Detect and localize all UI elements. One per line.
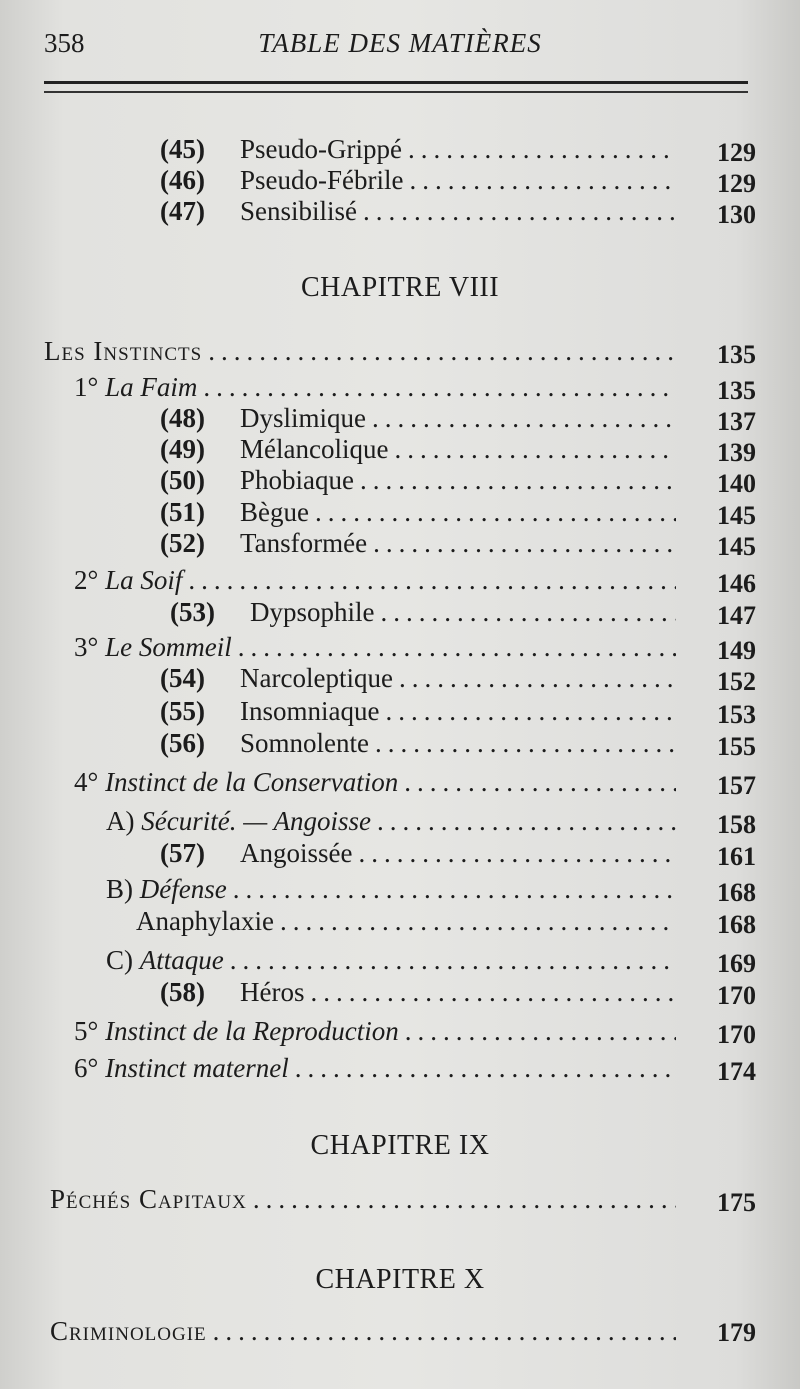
entry-prefix: 4° [74,767,99,797]
entry-page: 169 [717,949,756,978]
entry-page: 135 [717,376,756,405]
entry-label: Angoissée [240,838,353,868]
entry-page: 174 [717,1057,756,1086]
entry-label: Phobiaque [240,465,354,495]
entry-prefix: 2° [74,565,99,595]
entry-number: (56) [160,728,205,758]
entry-page: 149 [717,636,756,665]
toc-subsection [74,767,682,799]
entry-page: 170 [717,981,756,1010]
toc-entry [160,465,682,497]
toc-entry [160,696,682,728]
toc-entry [170,597,682,629]
toc-entry [160,528,682,560]
entry-page: 179 [717,1318,756,1347]
toc-entry [160,403,682,435]
entry-label: Anaphylaxie [136,906,274,936]
entry-label: Dypsophile [250,597,375,627]
section-label: Criminologie [50,1316,207,1346]
entry-label: Narcoleptique [240,663,393,693]
toc-entry [160,196,682,228]
chapter-heading: CHAPITRE IX [310,1130,490,1161]
entry-number: (58) [160,977,205,1007]
entry-page: 157 [717,771,756,800]
entry-label: Instinct maternel [105,1053,289,1083]
toc-entry [160,663,682,695]
entry-label: Sécurité. — Angoisse [141,806,371,836]
entry-page: 153 [717,700,756,729]
entry-page: 129 [717,138,756,167]
entry-label: La Faim [105,372,198,402]
entry-number: (51) [160,497,205,527]
entry-page: 139 [717,438,756,467]
entry-page: 168 [717,878,756,907]
entry-prefix: 6° [74,1053,99,1083]
toc-subsection [106,945,682,977]
entry-label: Sensibilisé [240,196,358,226]
entry-page: 137 [717,407,756,436]
entry-page: 170 [717,1020,756,1049]
entry-label: Pseudo-Fébrile [240,165,404,195]
entry-page: 152 [717,667,756,696]
entry-number: (57) [160,838,205,868]
toc-entry [160,838,682,870]
entry-label: Dyslimique [240,403,366,433]
entry-number: (53) [170,597,215,627]
entry-label: Somnolente [240,728,369,758]
entry-label: La Soif [105,565,183,595]
entry-prefix: A) [106,806,135,836]
entry-page: 146 [717,569,756,598]
section-label: Les Instincts [44,336,203,366]
entry-number: (47) [160,196,205,226]
page-number: 358 [44,28,85,58]
entry-label: Le Sommeil [105,632,232,662]
entry-number: (49) [160,434,205,464]
header-rule-secondary [44,91,748,93]
entry-label: Instinct de la Conservation [105,767,399,797]
entry-prefix: B) [106,874,133,904]
toc-entry [160,165,682,197]
entry-page: 145 [717,501,756,530]
entry-number: (50) [160,465,205,495]
entry-label: Attaque [139,945,224,975]
header-rule [44,81,748,84]
entry-page: 158 [717,810,756,839]
entry-label: Mélancolique [240,434,389,464]
entry-prefix: 1° [74,372,99,402]
entry-label: Pseudo-Grippé [240,134,402,164]
entry-number: (45) [160,134,205,164]
entry-number: (46) [160,165,205,195]
toc-subsection [74,1016,682,1048]
toc-entry [160,434,682,466]
toc-subsection [74,1053,682,1085]
toc-section [50,1184,682,1216]
toc-section [50,1316,682,1348]
entry-prefix: 5° [74,1016,99,1046]
entry-label: Bègue [240,497,309,527]
toc-subsection [106,806,682,838]
page-title: TABLE DES MATIÈRES [258,28,542,58]
toc-subsection [74,372,682,404]
entry-label: Insomniaque [240,696,380,726]
toc-section [44,336,682,368]
entry-label: Défense [139,874,227,904]
toc-entry [160,977,682,1009]
toc-entry [160,497,682,529]
entry-page: 147 [717,601,756,630]
toc-subsection [106,874,682,906]
chapter-heading: CHAPITRE VIII [300,272,500,303]
entry-number: (48) [160,403,205,433]
entry-page: 129 [717,169,756,198]
entry-number: (54) [160,663,205,693]
section-label: Péchés Capitaux [50,1184,247,1214]
toc-subsection [74,632,682,664]
entry-page: 175 [717,1188,756,1217]
entry-prefix: 3° [74,632,99,662]
toc-entry [160,728,682,760]
entry-label: Tansformée [240,528,368,558]
entry-label: Instinct de la Reproduction [105,1016,399,1046]
entry-page: 155 [717,732,756,761]
entry-number: (55) [160,696,205,726]
toc-entry [160,134,682,166]
entry-label: Héros [240,977,305,1007]
entry-page: 161 [717,842,756,871]
entry-prefix: C) [106,945,133,975]
entry-page: 140 [717,469,756,498]
entry-page: 145 [717,532,756,561]
toc-entry [136,906,682,938]
entry-page: 168 [717,910,756,939]
entry-number: (52) [160,528,205,558]
entry-page: 130 [717,200,756,229]
chapter-heading: CHAPITRE X [315,1264,485,1295]
entry-page: 135 [717,340,756,369]
toc-subsection [74,565,682,597]
